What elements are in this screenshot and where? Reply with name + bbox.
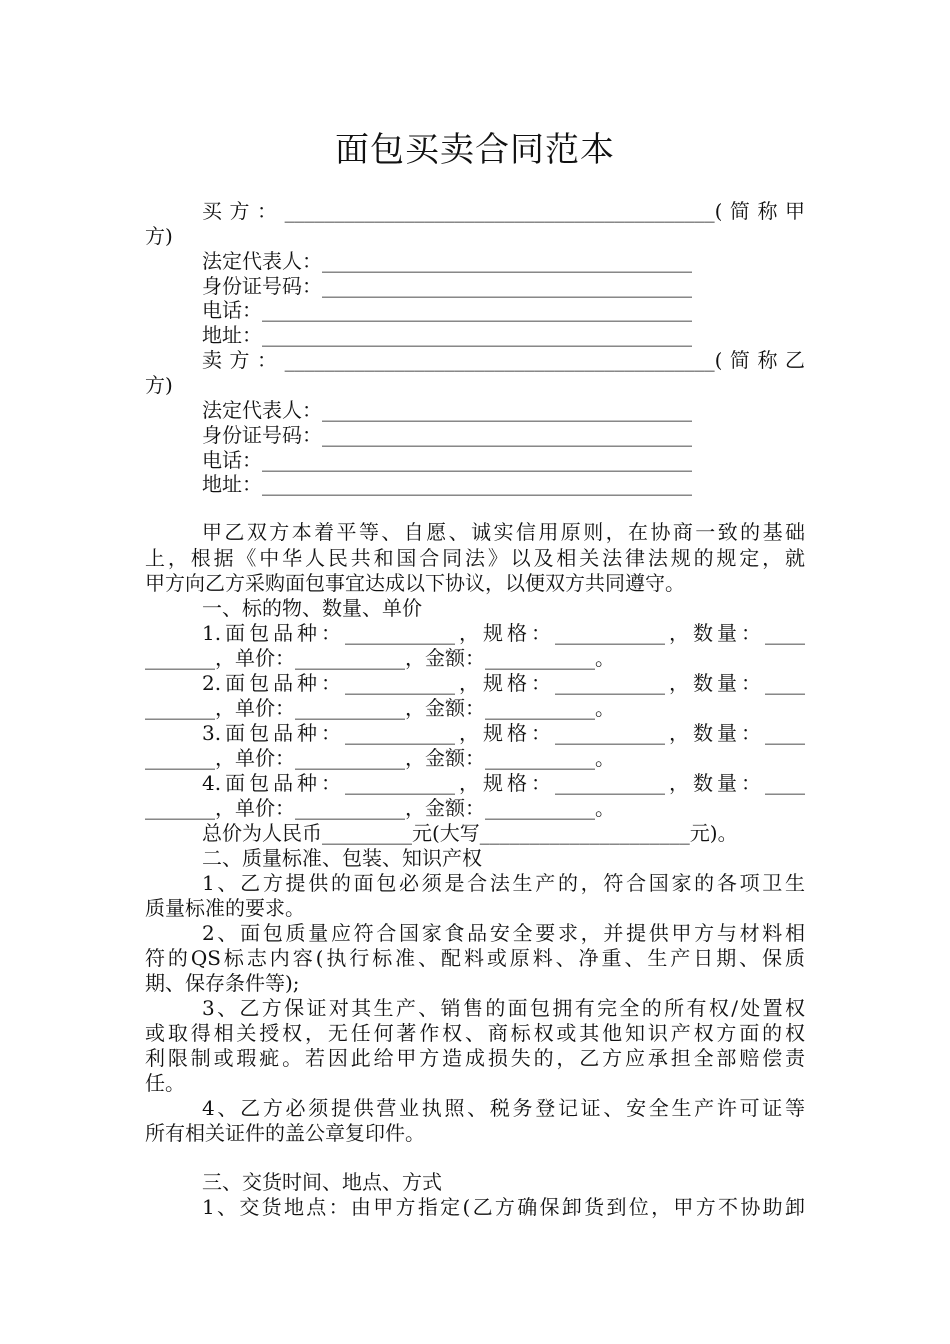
item-2-line-1: 2.面包品种：___________，规格：___________，数量：____	[202, 671, 805, 695]
buyer-id: 身份证号码：_____________________________________	[202, 274, 692, 298]
buyer-line-cont: 方)	[145, 224, 173, 248]
item-2-line-2: _______，单价：___________，金额：___________。	[145, 696, 615, 720]
seller-id: 身份证号码：_____________________________________	[202, 423, 692, 447]
preamble-line-3: 甲方向乙方采购面包事宜达成以下协议，以便双方共同遵守。	[145, 571, 685, 595]
item-4-line-1: 4.面包品种：___________，规格：___________，数量：____	[202, 771, 805, 795]
s2-p4-line-1: 4、乙方必须提供营业执照、税务登记证、安全生产许可证等	[202, 1096, 805, 1120]
total-price: 总价为人民币_________元(大写_____________________元)。	[202, 821, 738, 845]
section-1-heading: 一、标的物、数量、单价	[202, 596, 422, 620]
s2-p2-line-2: 符的QS标志内容(执行标准、配料或原料、净重、生产日期、保质	[145, 946, 805, 970]
s2-p2-line-3: 期、保存条件等);	[145, 971, 300, 995]
s2-p1-line-1: 1、乙方提供的面包必须是合法生产的，符合国家的各项卫生	[202, 871, 805, 895]
s2-p3-line-3: 利限制或瑕疵。若因此给甲方造成损失的，乙方应承担全部赔偿责	[145, 1046, 805, 1070]
s2-p4-line-2: 所有相关证件的盖公章复印件。	[145, 1121, 425, 1145]
item-1-line-1: 1.面包品种：___________，规格：___________，数量：____	[202, 621, 805, 645]
page-title: 面包买卖合同范本	[335, 130, 615, 170]
item-3-line-1: 3.面包品种：___________，规格：___________，数量：____	[202, 721, 805, 745]
s2-p3-line-2: 或取得相关授权，无任何著作权、商标权或其他知识产权方面的权	[145, 1021, 805, 1045]
buyer-address: 地址：___________________________________________	[202, 323, 692, 347]
item-1-line-2: _______，单价：___________，金额：___________。	[145, 646, 615, 670]
s2-p3-line-1: 3、乙方保证对其生产、销售的面包拥有完全的所有权/处置权	[202, 996, 805, 1020]
seller-rep: 法定代表人：_____________________________________	[202, 398, 692, 422]
s2-p3-line-4: 任。	[145, 1071, 185, 1095]
buyer-line: 买方：___________________________________________(简称甲	[202, 199, 805, 223]
section-2-heading: 二、质量标准、包装、知识产权	[202, 846, 482, 870]
seller-phone: 电话：___________________________________________	[202, 448, 692, 472]
buyer-rep: 法定代表人：_____________________________________	[202, 249, 692, 273]
seller-line-cont: 方)	[145, 373, 173, 397]
item-3-line-2: _______，单价：___________，金额：___________。	[145, 746, 615, 770]
s2-p2-line-1: 2、面包质量应符合国家食品安全要求，并提供甲方与材料相	[202, 921, 805, 945]
preamble-line-1: 甲乙双方本着平等、自愿、诚实信用原则，在协商一致的基础	[202, 520, 805, 544]
section-3-heading: 三、交货时间、地点、方式	[202, 1170, 442, 1194]
s3-p1-line-1: 1、交货地点：由甲方指定(乙方确保卸货到位，甲方不协助卸	[202, 1195, 805, 1219]
item-4-line-2: _______，单价：___________，金额：___________。	[145, 796, 615, 820]
seller-address: 地址：___________________________________________	[202, 472, 692, 496]
preamble-line-2: 上，根据《中华人民共和国合同法》以及相关法律法规的规定，就	[145, 546, 805, 570]
buyer-phone: 电话：___________________________________________	[202, 298, 692, 322]
seller-line: 卖方：___________________________________________(简称乙	[202, 348, 805, 372]
s2-p1-line-2: 质量标准的要求。	[145, 896, 305, 920]
